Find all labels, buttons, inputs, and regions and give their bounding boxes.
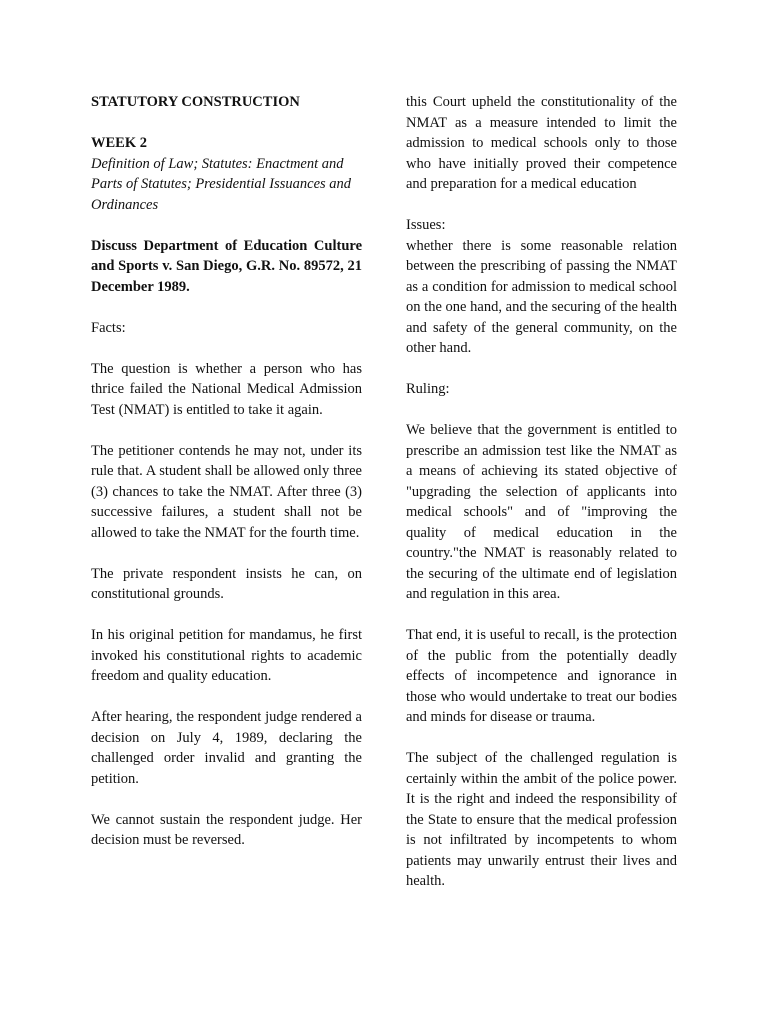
- issues-paragraph: whether there is some reasonable relation between the prescribing of passing the NMAT as a condition for admission to medical school on the one hand, and the securing of the health and safety of the general community, on the other hand.: [406, 237, 677, 356]
- ruling-paragraph: The subject of the challenged regulation is certainly within the ambit of the police power. It is the right and indeed the responsibility of the State to ensure that the medical profession is not infiltrated by incompetents to whom patients may unwarily entrust their lives and health.: [406, 750, 677, 889]
- course-title: STATUTORY CONSTRUCTION: [91, 94, 300, 110]
- ruling-paragraph: We believe that the government is entitled to prescribe an admission test like the NMAT as a means of achieving its stated objective of "upgrading the selection of applicants into medical schools" and of "improving the quality of medical education in the country."the NMAT is reasonably related to the securing of the ultimate end of legislation and regulation in this area.: [406, 422, 677, 602]
- ruling-heading: Ruling:: [406, 381, 450, 397]
- facts-paragraph: We cannot sustain the respondent judge. Her decision must be reversed.: [91, 811, 362, 848]
- facts-paragraph: The petitioner contends he may not, under its rule that. A student shall be allowed only three (3) chances to take the NMAT. After three (3) successive failures, a student shall not be allowed to take the NMAT for the fourth time.: [91, 442, 362, 541]
- facts-paragraph: In his original petition for mandamus, he first invoked his constitutional rights to academic freedom and quality education.: [91, 627, 362, 684]
- left-column: [91, 92, 362, 871]
- week-heading: WEEK 2: [91, 135, 147, 151]
- continuation-paragraph: this Court upheld the constitutionality of the NMAT as a measure intended to limit the admission to medical schools only to those who have initially proved their competence and preparation for a medical education: [406, 94, 677, 192]
- facts-paragraph: The question is whether a person who has thrice failed the National Medical Admission Test (NMAT) is entitled to take it again.: [91, 360, 362, 418]
- issues-heading: Issues:: [406, 217, 446, 233]
- week-topic: Definition of Law; Statutes: Enactment and Parts of Statutes; Presidential Issuances and Ordinances: [91, 155, 352, 213]
- facts-paragraph: After hearing, the respondent judge rendered a decision on July 4, 1989, declaring the challenged order invalid and granting the petition.: [91, 709, 362, 787]
- facts-heading: Facts:: [91, 319, 126, 336]
- facts-paragraph: The private respondent insists he can, on constitutional grounds.: [91, 565, 362, 602]
- ruling-paragraph: That end, it is useful to recall, is the protection of the public from the potentially deadly effects of incompetence and ignorance in those who would undertake to treat our bodies and minds for disease or trauma.: [406, 627, 677, 725]
- right-column: [406, 92, 677, 912]
- case-prompt: Discuss Department of Education Culture and Sports v. San Diego, G.R. No. 89572, 21 December 1989.: [91, 237, 362, 295]
